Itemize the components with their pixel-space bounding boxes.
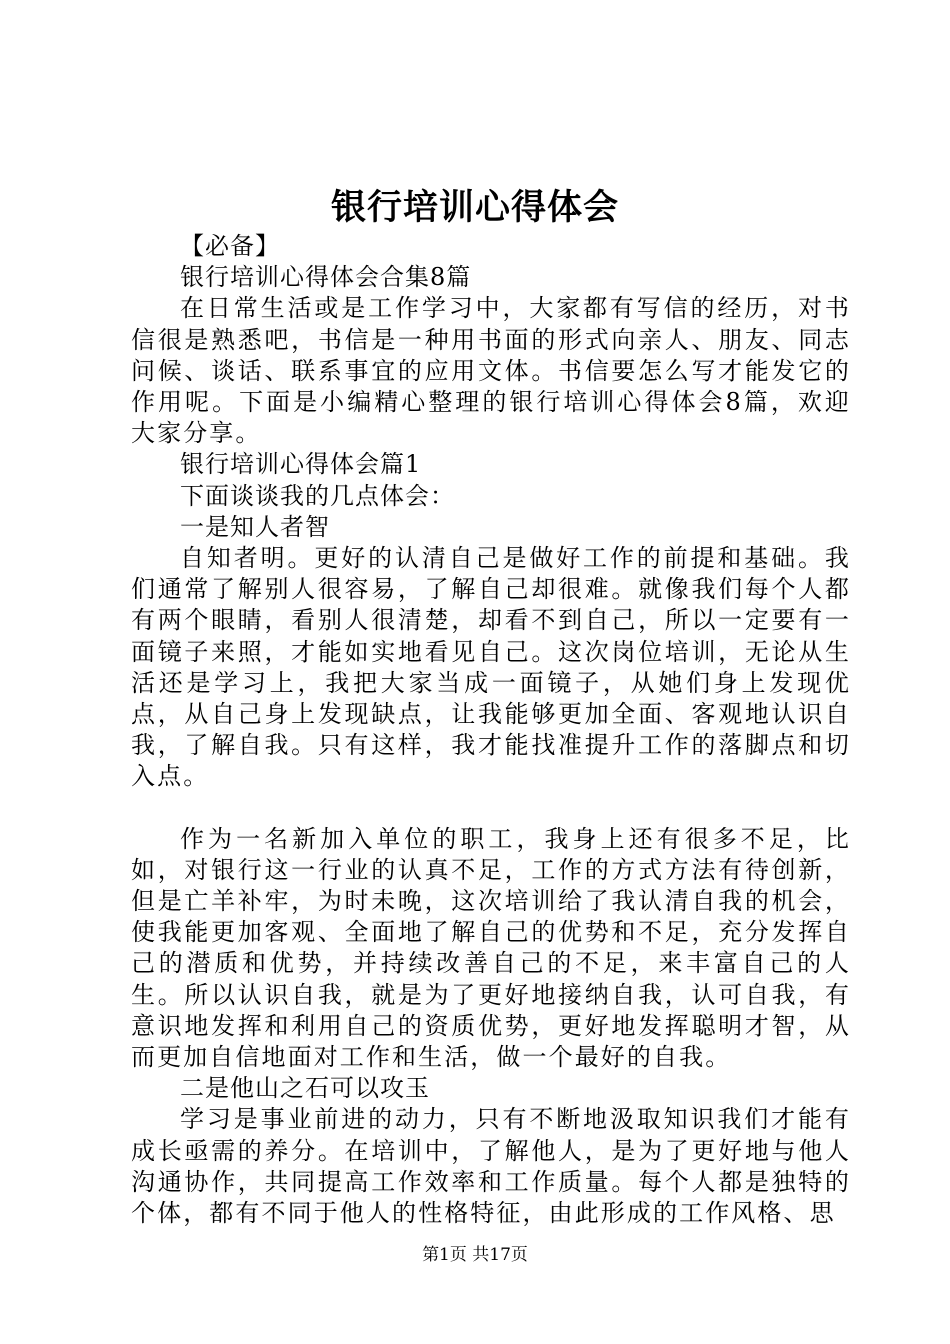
paragraph-subtitle: 银行培训心得体会合集8篇 xyxy=(180,263,472,292)
paragraph-body: 作为一名新加入单位的职工，我身上还有很多不足，比如，对银行这一行业的认真不足，工作的方式方法有待创新，但是亡羊补牢，为时未晚，这次培训给了我认清自我的机会，使我能更加客观、全面地了解自己的优势和不足，充分发挥自己的潜质和优势，并持续改善自己的不足，来丰富自己的人生。所以认识自我，就是为了更好地接纳自我，认可自我，有意识地发挥和利用自己的资质优势，更好地发挥聪明才智，从而更加自信地面对工作和生活，做一个最好的自我。 xyxy=(131,824,851,1072)
paragraph-point-heading: 一是知人者智 xyxy=(180,512,330,541)
page-number-footer: 第1页 共17页 xyxy=(422,1245,528,1265)
document-title: 银行培训心得体会 xyxy=(330,187,619,228)
document-body xyxy=(131,231,851,1229)
paragraph-section-heading: 银行培训心得体会篇1 xyxy=(180,450,422,479)
paragraph-lead-in: 下面谈谈我的几点体会： xyxy=(180,481,455,510)
paragraph-tag: 【必备】 xyxy=(180,232,280,260)
paragraph-intro: 在日常生活或是工作学习中，大家都有写信的经历，对书信很是熟悉吧，书信是一种用书面的形式向亲人、朋友、同志问候、谈话、联系事宜的应用文体。书信要怎么写才能发它的作用呢。下面是小编精心整理的银行培训心得体会8篇，欢迎大家分享。 xyxy=(131,294,851,448)
paragraph-point-heading: 二是他山之石可以攻玉 xyxy=(180,1074,430,1103)
paragraph-body: 自知者明。更好的认清自己是做好工作的前提和基础。我们通常了解别人很容易，了解自己却很难。就像我们每个人都有两个眼睛，看别人很清楚，却看不到自己，所以一定要有一面镜子来照，才能如实地看见自己。这次岗位培训，无论从生活还是学习上，我把大家当成一面镜子，从她们身上发现优点，从自己身上发现缺点，让我能够更加全面、客观地认识自我，了解自我。只有这样，我才能找准提升工作的落脚点和切入点。 xyxy=(131,544,851,791)
paragraph-body: 学习是事业前进的动力，只有不断地汲取知识我们才能有成长亟需的养分。在培训中，了解他人，是为了更好地与他人沟通协作，共同提高工作效率和工作质量。每个人都是独特的个体，都有不同于他人的性格特征，由此形成的工作风格、思 xyxy=(131,1105,851,1228)
